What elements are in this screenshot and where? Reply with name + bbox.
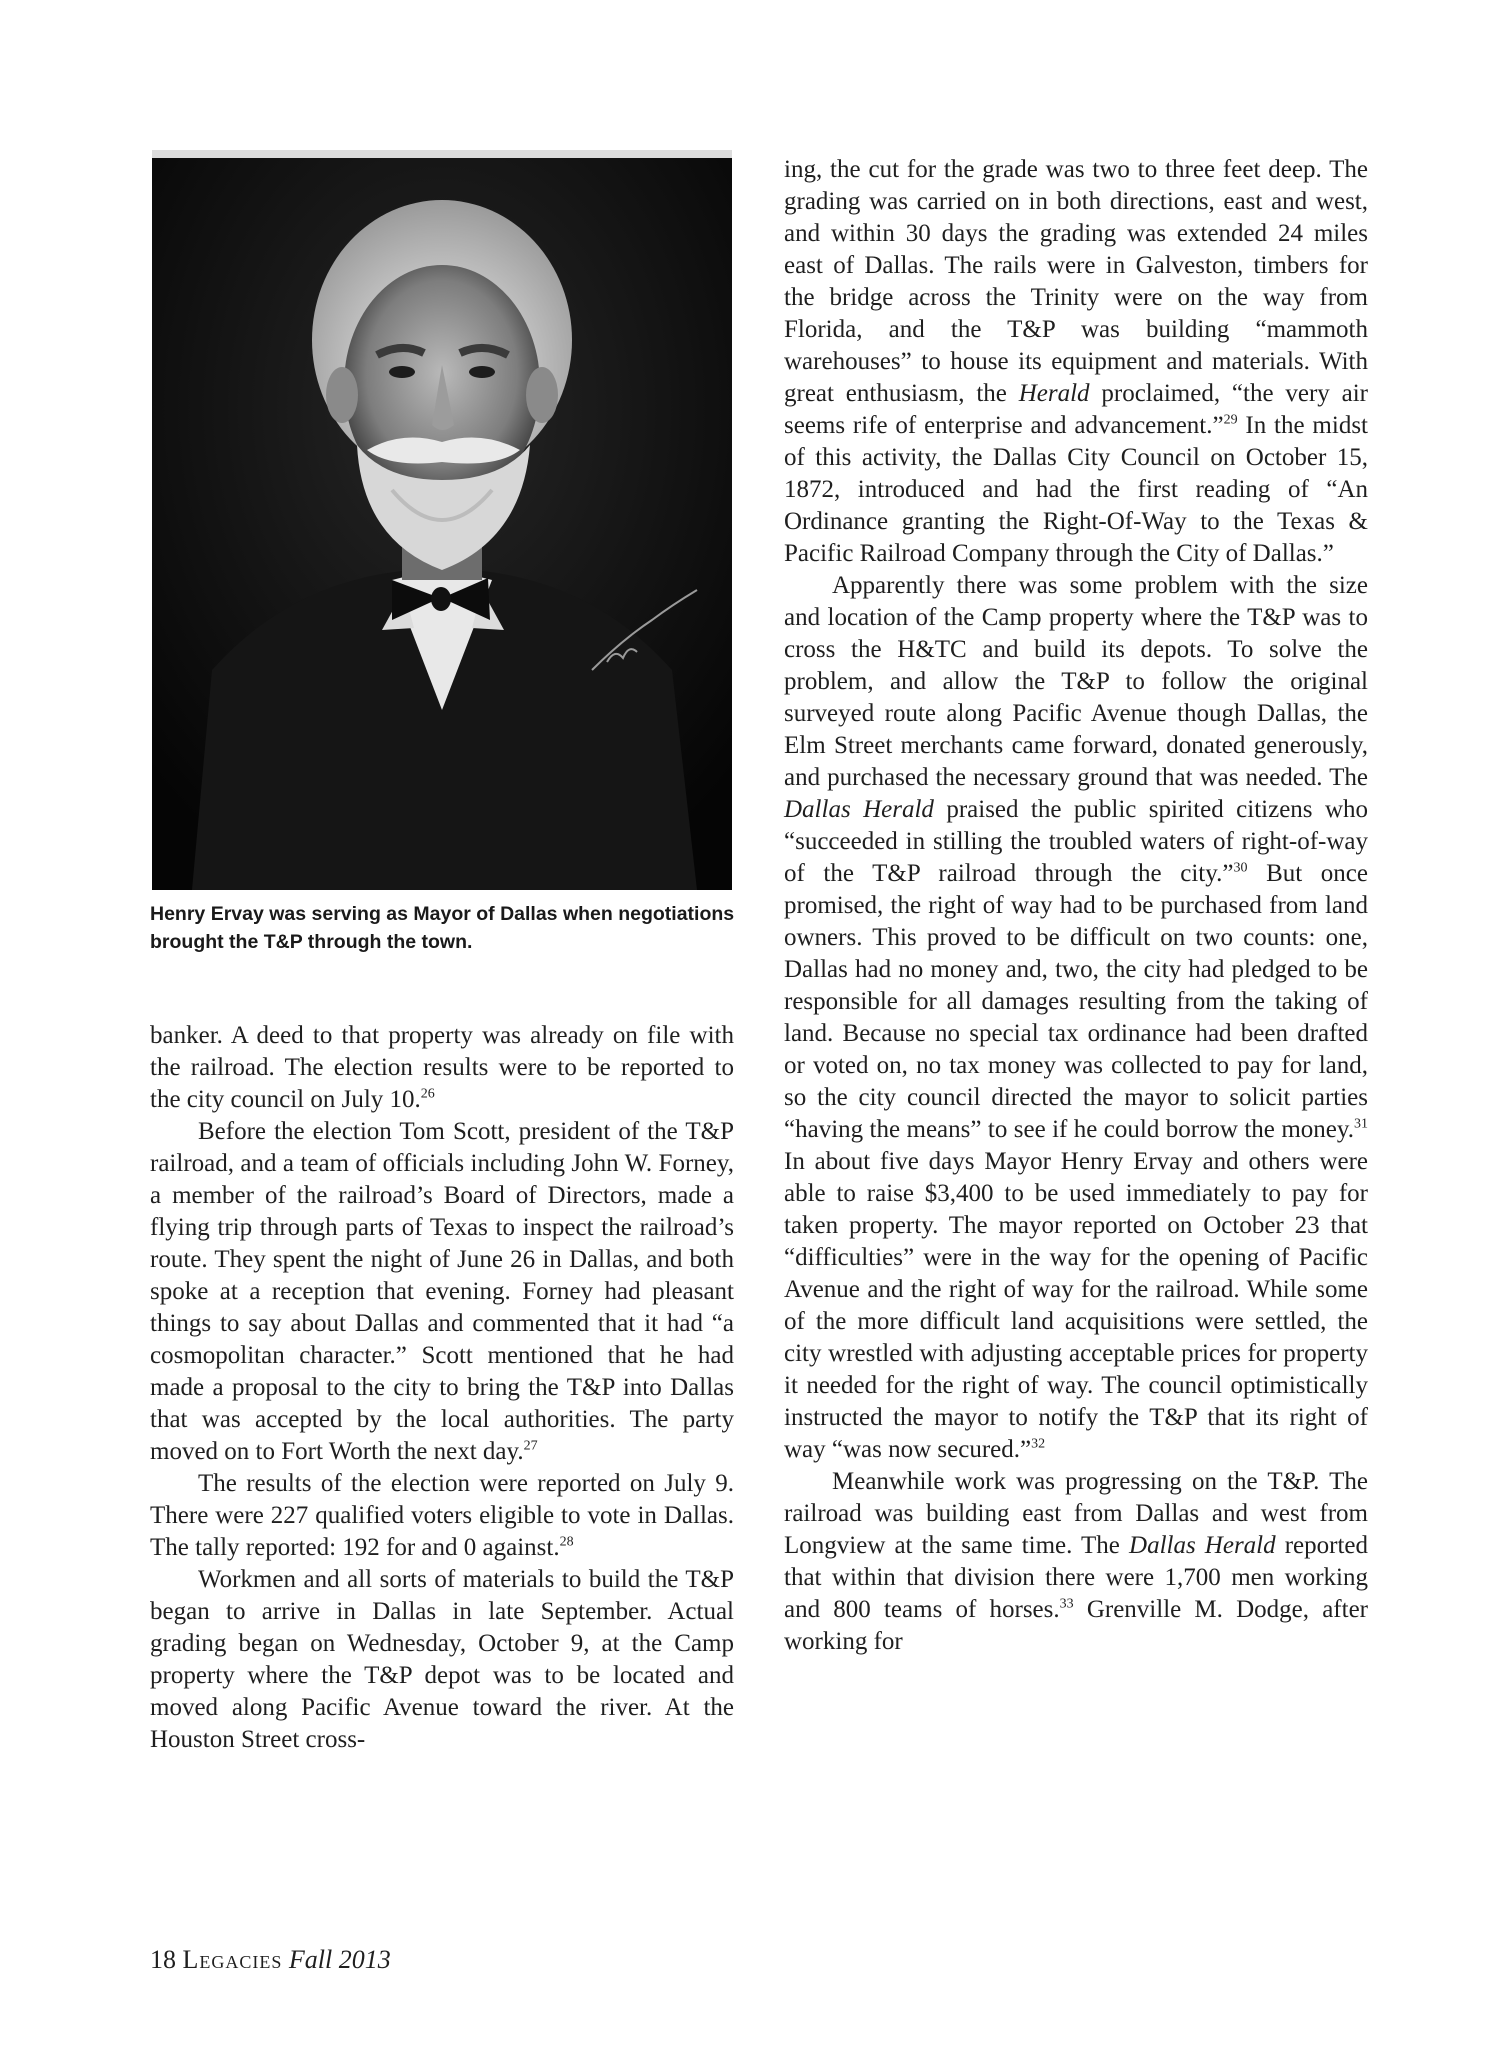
paragraph: Apparently there was some problem with the size and location of the Camp property where the T&P was to cross the H&TC and build its depots. To solve the problem, and allow the T&P to follow the original surveyed route along Pacific Avenue though Dallas, the Elm Street merchants came forward, donated generously, and purchased the necessary ground that was needed. The Dallas Herald praised the public spirited citizens who “succeeded in stilling the troubled waters of right-of-way of the T&P railroad through the city.”$^{30}$ But once promised, the right of way had to be purchased from land owners. This proved to be difficult on two counts: one, Dallas had no money and, two, the city had pledged to be responsible for all damages resulting from the taking of land. Because no special tax ordinance had been drafted or voted on, no tax money was collected to pay for land, so the city council directed the mayor to solicit parties “having the means” to see if he could borrow the money.$^{31}$ In about five days Mayor Henry Ervay and others were able to raise $3,400 to be used immediately to pay for taken property. The mayor reported on October 23 that “difficulties” were in the way for the opening of Pacific Avenue and the right of way for the railroad. While some of the more difficult land acquisitions were settled, the city wrestled with adjusting acceptable prices for property it needed for the right of way. The council optimistically instructed the mayor to notify the T&P that its right of way “was now secured.”$^{32}$ [784, 572, 1369, 1463]
footnote-marker: 32 [1031, 1436, 1046, 1452]
photo-caption: Henry Ervay was serving as Mayor of Dallas when negotiations brought the T&P through the town. [150, 903, 735, 953]
paragraph: banker. A deed to that property was already on file with the railroad. The election results were to be reported to the city council on July 10.26 [150, 1022, 734, 1113]
footnote-marker: 29 [1223, 412, 1238, 428]
page-number: 18 [150, 1945, 176, 1974]
paragraph: ing, the cut for the grade was two to three feet deep. The grading was carried on in both directions, east and west, and within 30 days the grading was extended 24 miles east of Dallas. The rails were in Galveston, timbers for the bridge across the Trinity were on the way from Florida, and the T&P was building “mammoth warehouses” to house its equipment and materials. With great enthusiasm, the Herald proclaimed, “the very air seems rife of enterprise and advancement.”$^{29}$ In the midst of this activity, the Dallas City Council on October 15, 1872, introduced and had the first reading of “An Ordinance granting the Right-Of-Way to the Texas & Pacific Railroad Company through the City of Dallas.” [784, 156, 1368, 567]
footnote-marker: 31 [1354, 1116, 1368, 1132]
footnote-marker: 27 [523, 1438, 538, 1454]
footnote-marker: 30 [1233, 860, 1248, 876]
newspaper-title: Herald [1018, 380, 1090, 407]
portrait-photo [152, 150, 732, 890]
issue-label: Fall 2013 [288, 1945, 391, 1974]
footnote-marker: 33 [1059, 1596, 1074, 1612]
footnote-marker: 28 [559, 1534, 574, 1550]
left-text-column [150, 1020, 734, 1756]
paragraph: The results of the election were reported on July 9. There were 227 qualified voters eligible to vote in Dallas. The tally reported: 192 for and 0 against.$^{28}$ [150, 1470, 734, 1561]
paragraph: Workmen and all sorts of materials to build the T&P began to arrive in Dallas in late September. Actual grading began on Wednesday, October 9, at the Camp property where the T&P depot was to be located and moved along Pacific Avenue toward the river. At the Houston Street cross- [150, 1566, 734, 1753]
page-footer [150, 1945, 391, 1975]
paragraph: Before the election Tom Scott, president of the T&P railroad, and a team of officials including John W. Forney, a member of the railroad’s Board of Directors, made a flying trip through parts of Texas to inspect the railroad’s route. They spent the night of June 26 in Dallas, and both spoke at a reception that evening. Forney had pleasant things to say about Dallas and commented that it had “a cosmopolitan character.” Scott mentioned that he had made a proposal to the city to bring the T&P into Dallas that was accepted by the local authorities. The party moved on to Fort Worth the next day.$^{27}$ [150, 1118, 734, 1465]
right-text-column [784, 154, 1368, 1658]
footnote-marker: 26 [420, 1086, 435, 1102]
newspaper-title: Dallas Herald [784, 796, 934, 823]
portrait-photo-icon [152, 150, 732, 890]
publication-name: Legacies [182, 1945, 283, 1974]
newspaper-title: Dallas Herald [1129, 1532, 1276, 1559]
paragraph: Meanwhile work was progressing on the T&P. The railroad was building east from Dallas and west from Longview at the same time. The Dallas Herald reported that within that division there were 1,700 men working and 800 teams of horses.$^{33}$ Grenville M. Dodge, after working for [784, 1468, 1369, 1655]
